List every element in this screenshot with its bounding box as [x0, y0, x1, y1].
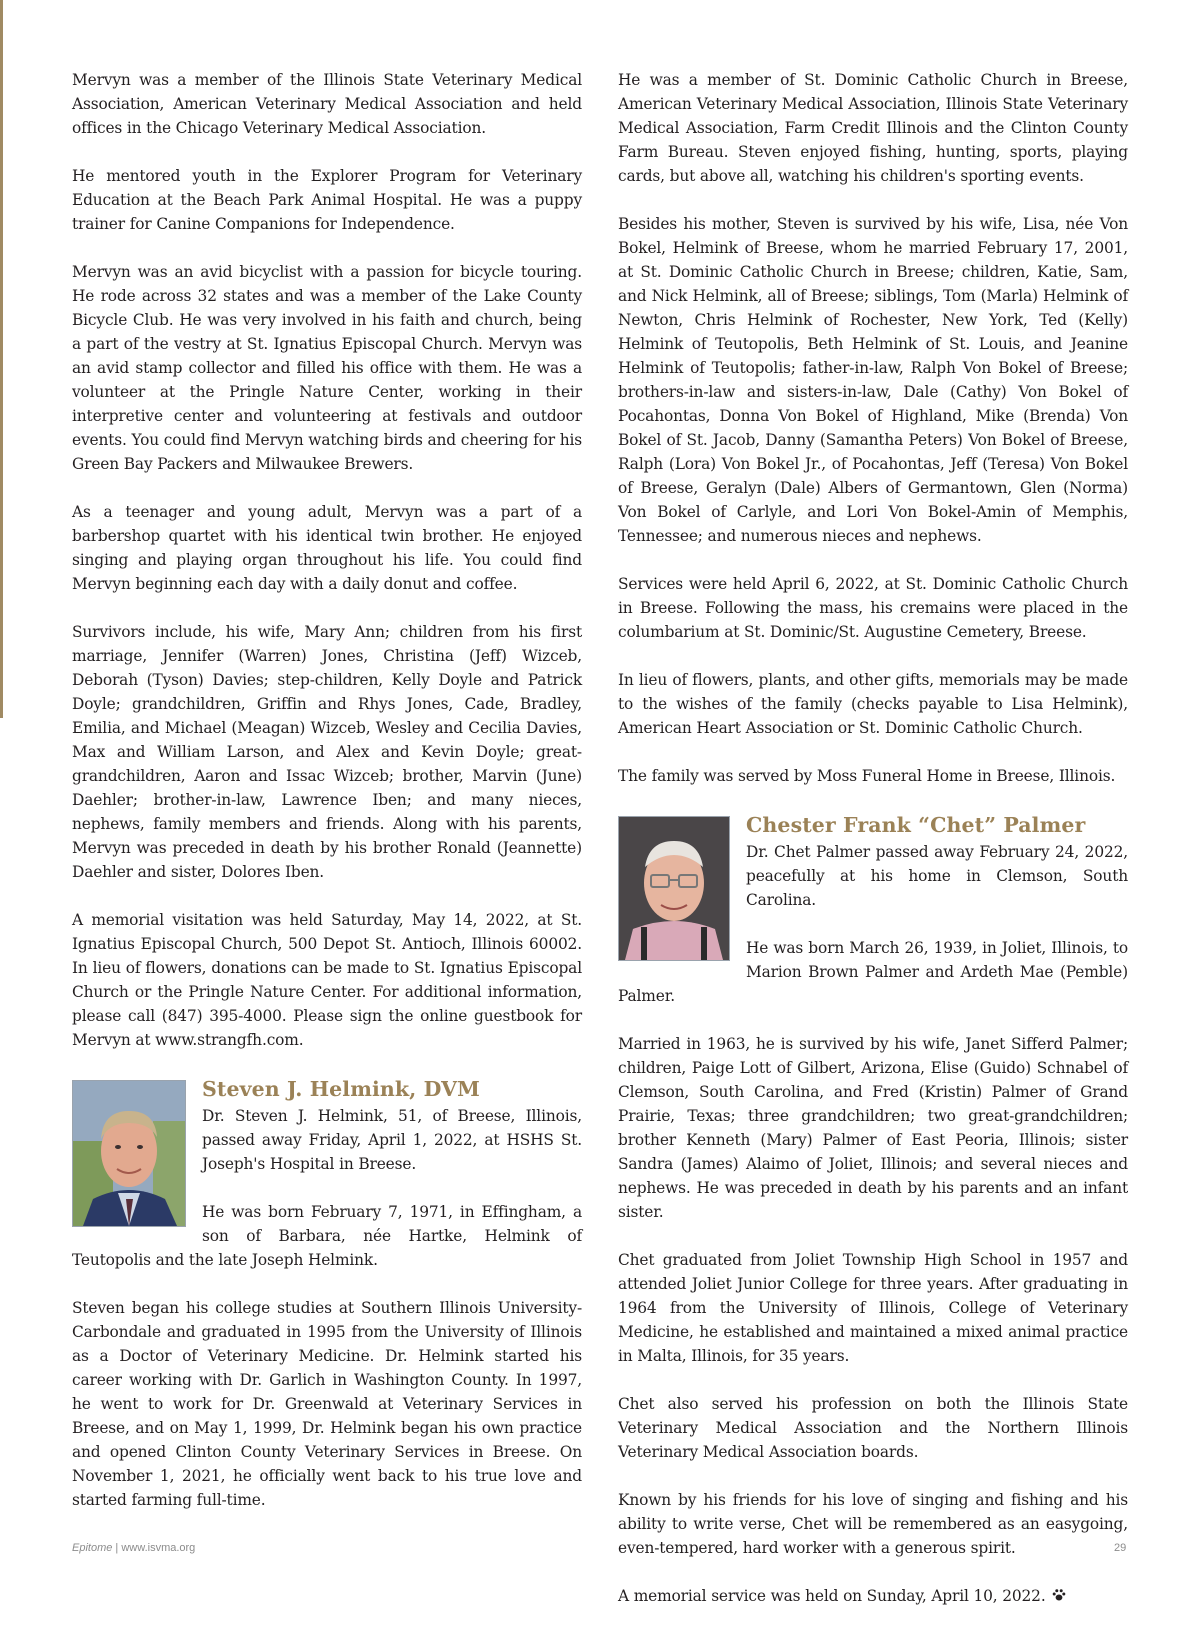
paragraph: A memorial visitation was held Saturday, May 14, 2022, at St. Ignatius Episcopal Church, 500 Depot St. Antioch, Illinois 60002. In lieu of flowers, donations can be made to St. Ignatius Episcopal Church or the Pringle Nature Center. For additional information, please call (847) 395-4000. Please sign the online guestbook for Mervyn at www.strangfh.com.: [72, 911, 582, 1049]
paragraph: Chet graduated from Joliet Township High School in 1957 and attended Joliet Junior College for three years. After graduating in 1964 from the University of Illinois, College of Veterinary Medicine, he established and maintained a mixed animal practice in Malta, Illinois, for 35 years.: [618, 1251, 1128, 1365]
paragraph: As a teenager and young adult, Mervyn was a part of a barbershop quartet with his identical twin brother. He enjoyed singing and playing organ throughout his life. You could find Mervyn beginning each day with a daily donut and coffee.: [72, 503, 582, 593]
helmink-portrait-illustration: [73, 1081, 185, 1226]
footer-publication-name: Epitome: [72, 1542, 113, 1554]
paragraph: Mervyn was an avid bicyclist with a passion for bicycle touring. He rode across 32 states and was a member of the Lake County Bicycle Club. He was very involved in his faith and church, being a part of the vestry at St. Ignatius Episcopal Church. Mervyn was an avid stamp collector and filled his office with them. He was a volunteer at the Pringle Nature Center, working in their interpretive center and volunteering at festivals and outdoor events. You could find Mervyn watching birds and cheering for his Green Bay Packers and Milwaukee Brewers.: [72, 263, 582, 473]
paragraph: Dr. Chet Palmer passed away February 24, 2022, peacefully at his home in Clemson, South Carolina.: [746, 843, 1128, 909]
paragraph: Known by his friends for his love of singing and fishing and his ability to write verse, Chet will be remembered as an easygoing, even-tempered, hard worker with a generous spirit.: [618, 1491, 1128, 1557]
obituary-helmink: [72, 1076, 582, 1512]
palmer-portrait-illustration: [619, 817, 729, 960]
paw-print-icon: [1052, 1585, 1066, 1609]
footer-separator: |: [115, 1542, 119, 1554]
left-column: [72, 68, 582, 1536]
paragraph: He mentored youth in the Explorer Program for Veterinary Education at the Beach Park Animal Hospital. He was a puppy trainer for Canine Companions for Independence.: [72, 167, 582, 233]
right-column: [618, 68, 1128, 1633]
paragraph: He was born March 26, 1939, in Joliet, Illinois, to Marion Brown Palmer and Ardeth Mae (Pemble) Palmer.: [618, 939, 1128, 1005]
obituary-palmer: [618, 812, 1128, 1609]
paragraph: Besides his mother, Steven is survived by his wife, Lisa, née Von Bokel, Helmink of Breese, whom he married February 17, 2001, at St. Dominic Catholic Church in Breese; children, Katie, Sam, and Nick Helmink, all of Breese; siblings, Tom (Marla) Helmink of Newton, Chris Helmink of Rochester, New York, Ted (Kelly) Helmink of Teutopolis, Beth Helmink of St. Louis, and Jeanine Helmink of Teutopolis; father-in-law, Ralph Von Bokel of Breese; brothers-in-law and sisters-in-law, Dale (Cathy) Von Bokel of Pocahontas, Donna Von Bokel of Highland, Mike (Brenda) Von Bokel of St. Jacob, Danny (Samantha Peters) Von Bokel of Breese, Ralph (Lora) Von Bokel Jr., of Pocahontas, Jeff (Teresa) Von Bokel of Breese, Geralyn (Dale) Albers of Germantown, Glen (Norma) Von Bokel of Carlyle, and Lori Von Bokel-Amin of Memphis, Tennessee; and numerous nieces and nephews.: [618, 215, 1128, 545]
obituary-title-helmink: Steven J. Helmink, DVM: [202, 1077, 480, 1101]
footer-publication: [72, 1542, 195, 1554]
footer-website-link[interactable]: www.isvma.org: [121, 1542, 196, 1554]
paragraph: He was born February 7, 1971, in Effingham, a son of Barbara, née Hartke, Helmink of Teutopolis and the late Joseph Helmink.: [72, 1203, 582, 1269]
memorial-paragraph: [618, 1584, 1128, 1609]
memorial-text: A memorial service was held on Sunday, April 10, 2022.: [618, 1587, 1046, 1605]
paragraph: Mervyn was a member of the Illinois State Veterinary Medical Association, American Veterinary Medical Association and held offices in the Chicago Veterinary Medical Association.: [72, 71, 582, 137]
paragraph: Chet also served his profession on both the Illinois State Veterinary Medical Association and the Northern Illinois Veterinary Medical Association boards.: [618, 1395, 1128, 1461]
paragraph: Survivors include, his wife, Mary Ann; children from his first marriage, Jennifer (Warren) Jones, Christina (Jeff) Wizceb, Deborah (Tyson) Davies; step-children, Kelly Doyle and Patrick Doyle; grandchildren, Griffin and Rhys Jones, Cade, Bradley, Emilia, and Michael (Meagan) Wizceb, Wesley and Cecilia Davies, Max and William Larson, and Alex and Kevin Doyle; great-grandchildren, Aaron and Issac Wizceb; brother, Marvin (June) Daehler; brother-in-law, Lawrence Iben; and many nieces, nephews, family members and friends. Along with his parents, Mervyn was preceded in death by his brother Ronald (Jeannette) Daehler and sister, Dolores Iben.: [72, 623, 582, 881]
paragraph: Steven began his college studies at Southern Illinois University-Carbondale and graduated in 1995 from the University of Illinois as a Doctor of Veterinary Medicine. Dr. Helmink started his career working with Dr. Garlich in Washington County. In 1997, he went to work for Dr. Greenwald at Veterinary Services in Breese, and on May 1, 1999, Dr. Helmink began his own practice and opened Clinton County Veterinary Services in Breese. On November 1, 2021, he officially went back to his true love and started farming full-time.: [72, 1299, 582, 1509]
paragraph: Dr. Steven J. Helmink, 51, of Breese, Illinois, passed away Friday, April 1, 2022, at HSHS St. Joseph's Hospital in Breese.: [202, 1107, 582, 1173]
palmer-portrait-photo: [618, 816, 730, 961]
paragraph: The family was served by Moss Funeral Home in Breese, Illinois.: [618, 767, 1116, 785]
paragraph: He was a member of St. Dominic Catholic Church in Breese, American Veterinary Medical Association, Illinois State Veterinary Medical Association, Farm Credit Illinois and the Clinton County Farm Bureau. Steven enjoyed fishing, hunting, sports, playing cards, but above all, watching his children's sporting events.: [618, 71, 1128, 185]
paragraph: Services were held April 6, 2022, at St. Dominic Catholic Church in Breese. Following the mass, his cremains were placed in the columbarium at St. Dominic/St. Augustine Cemetery, Breese.: [618, 575, 1128, 641]
helmink-portrait-photo: [72, 1080, 186, 1227]
paragraph: In lieu of flowers, plants, and other gifts, memorials may be made to the wishes of the family (checks payable to Lisa Helmink), American Heart Association or St. Dominic Catholic Church.: [618, 671, 1128, 737]
obituary-title-palmer: Chester Frank “Chet” Palmer: [746, 813, 1086, 837]
page-edge-bar: [0, 0, 3, 718]
footer-page-number: 29: [1114, 1542, 1127, 1554]
paragraph: Married in 1963, he is survived by his wife, Janet Sifferd Palmer; children, Paige Lott of Gilbert, Arizona, Elise (Guido) Schnabel of Clemson, South Carolina, and Fred (Kristin) Palmer of Grand Prairie, Texas; three grandchildren; two great-grandchildren; brother Kenneth (Mary) Palmer of East Peoria, Illinois; sister Sandra (James) Alaimo of Joliet, Illinois; and several nieces and nephews. He was preceded in death by his parents and an infant sister.: [618, 1035, 1128, 1221]
